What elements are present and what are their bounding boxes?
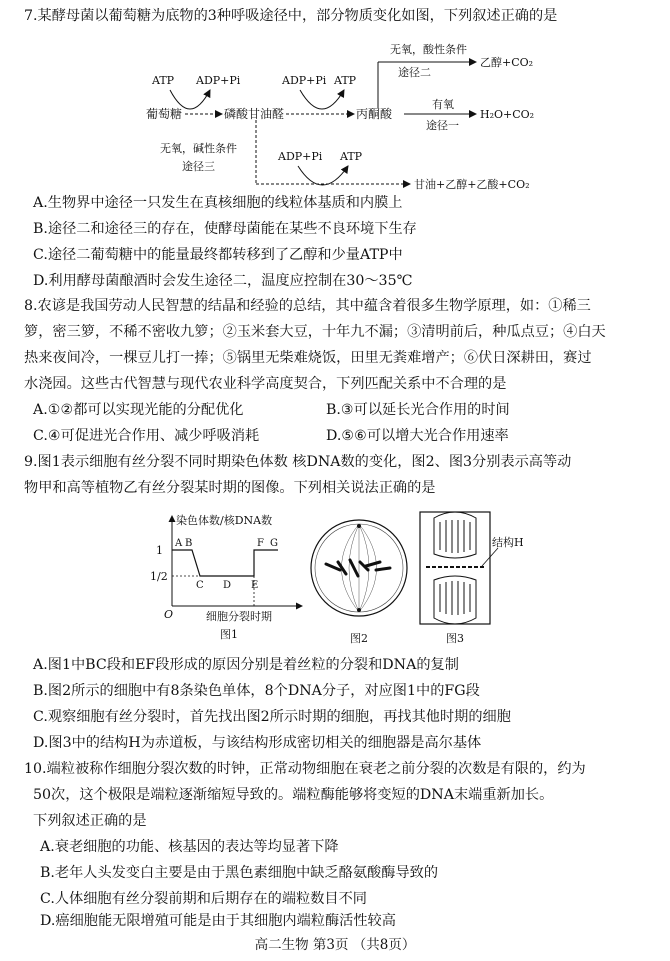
- q10-stem-line-1: 10.端粒被称作细胞分裂次数的时钟，正常动物细胞在衰老之前分裂的次数是有限的，约为: [24, 761, 586, 777]
- q10-stem-line-3: 下列叙述正确的是: [33, 813, 147, 829]
- pyruvate-label: 丙酮酸: [356, 107, 393, 121]
- q7-option-a: A.生物界中途径一只发生在真核细胞的线粒体基质和内膜上: [33, 195, 403, 211]
- q9-stem-line-2: 物甲和高等植物乙有丝分裂某时期的图像。下列相关说法正确的是: [24, 480, 436, 496]
- q8-option-d: D.⑤⑥可以增大光合作用速率: [326, 428, 509, 444]
- q9-option-b: B.图2所示的细胞中有8条染色单体，8个DNA分子，对应图1中的FG段: [33, 683, 480, 699]
- fig1-point-e: E: [251, 580, 259, 591]
- fig1-point-c: C: [196, 580, 204, 591]
- q9-figure-2: [304, 510, 414, 646]
- q8-stem-line-3: 热来夜间冷，一棵豆儿打一捧；⑤锅里无柴难烧饭，田里无粪难增产；⑥伏日深耕田，赛过: [24, 350, 592, 366]
- fig3-caption: 图3: [446, 632, 464, 645]
- q9-option-a: A.图1中BC段和EF段形成的原因分别是着丝粒的分裂和DNA的复制: [33, 657, 459, 673]
- q7-stem: 7.某酵母菌以葡萄糖为底物的3种呼吸途径中，部分物质变化如图，下列叙述正确的是: [24, 8, 558, 24]
- water-product-label: H₂O+CO₂: [480, 108, 535, 121]
- q8-stem-line-2: 箩，密三箩，不稀不密收九箩；②玉米套大豆，十年九不漏；③清明前后，种瓜点豆；④白天: [24, 324, 606, 340]
- fig1-origin: O: [164, 608, 174, 621]
- fig1-xlabel: 细胞分裂时期: [206, 610, 272, 623]
- alkaline-condition-label: 无氧，碱性条件: [160, 142, 237, 155]
- fig1-tick-1: 1: [156, 544, 163, 557]
- atp-label-3: ATP: [340, 150, 363, 163]
- q10-option-a: A.衰老细胞的功能、核基因的表达等均显著下降: [40, 839, 339, 855]
- q8-stem-line-4: 水浇园。这些古代智慧与现代农业科学高度契合，下列匹配关系中不合理的是: [24, 376, 507, 392]
- q7-pathway-diagram: [0, 38, 670, 200]
- ethanol-product-label: 乙醇+CO₂: [480, 56, 534, 69]
- q8-stem-line-1: 8.农谚是我国劳动人民智慧的结晶和经验的总结，其中蕴含着很多生物学原理，如：①稀三: [24, 298, 591, 314]
- q8-option-a: A.①②都可以实现光能的分配优化: [33, 402, 244, 418]
- q10-stem-line-2: 50次，这个极限是端粒逐渐缩短导致的。端粒酶能够将变短的DNA末端重新加长。: [33, 787, 554, 803]
- q7-option-d: D.利用酵母菌酿酒时会发生途径二，温度应控制在30～35℃: [33, 273, 413, 289]
- fig1-point-d: D: [223, 580, 232, 591]
- fig1-point-b: B: [185, 538, 193, 549]
- fig3-structure-h-label: 结构H: [492, 536, 524, 549]
- g3p-label: 磷酸甘油醛: [224, 107, 285, 121]
- q8-option-c: C.④可促进光合作用、减少呼吸消耗: [33, 428, 260, 444]
- q8-option-b: B.③可以延长光合作用的时间: [326, 402, 510, 418]
- q9-option-c: C.观察细胞有丝分裂时，首先找出图2所示时期的细胞，再找其他时期的细胞: [33, 709, 511, 725]
- q10-option-c: C.人体细胞有丝分裂前期和后期存在的端粒数目不同: [40, 891, 367, 907]
- adp-label-1: ADP+Pi: [196, 74, 241, 87]
- adp-label-3: ADP+Pi: [278, 150, 323, 163]
- path1-label: 途径一: [426, 119, 459, 132]
- path3-label: 途径三: [182, 160, 215, 173]
- adp-label-2: ADP+Pi: [282, 74, 327, 87]
- q7-option-c: C.途径二葡萄糖中的能量最终都转移到了乙醇和少量ATP中: [33, 247, 403, 263]
- fig1-ylabel: 染色体数/核DNA数: [176, 514, 273, 527]
- q7-option-b: B.途径二和途径三的存在，使酵母菌能在某些不良环境下生存: [33, 221, 417, 237]
- fig1-point-g: G: [270, 538, 278, 549]
- fig1-tick-half: 1/2: [150, 570, 168, 583]
- fig1-caption: 图1: [220, 628, 238, 641]
- q10-option-b: B.老年人头发变白主要是由于黑色素细胞中缺乏酪氨酸酶导致的: [40, 865, 439, 881]
- q9-stem-line-1: 9.图1表示细胞有丝分裂不同时期染色体数 核DNA数的变化，图2、图3分别表示高等动: [24, 454, 572, 470]
- page-footer: 高二生物 第3页 （共8页）: [254, 937, 416, 953]
- glycerol-product-label: 甘油+乙醇+乙酸+CO₂: [414, 178, 530, 191]
- atp-label-2: ATP: [334, 74, 357, 87]
- atp-label-1: ATP: [152, 74, 175, 87]
- acidic-condition-label: 无氧，酸性条件: [390, 43, 467, 56]
- glucose-label: 葡萄糖: [146, 107, 183, 121]
- fig2-caption: 图2: [350, 632, 368, 645]
- aerobic-condition-label: 有氧: [432, 98, 454, 111]
- fig1-point-a: A: [175, 538, 183, 549]
- q9-option-d: D.图3中的结构H为赤道板，与该结构形成密切相关的细胞器是高尔基体: [33, 735, 482, 751]
- q9-figure-1: [150, 506, 310, 646]
- path2-label: 途径二: [398, 66, 431, 79]
- fig1-point-f: F: [257, 538, 264, 549]
- q9-figure-3: [412, 508, 532, 646]
- q10-option-d: D.癌细胞能无限增殖可能是由于其细胞内端粒酶活性较高: [40, 913, 396, 929]
